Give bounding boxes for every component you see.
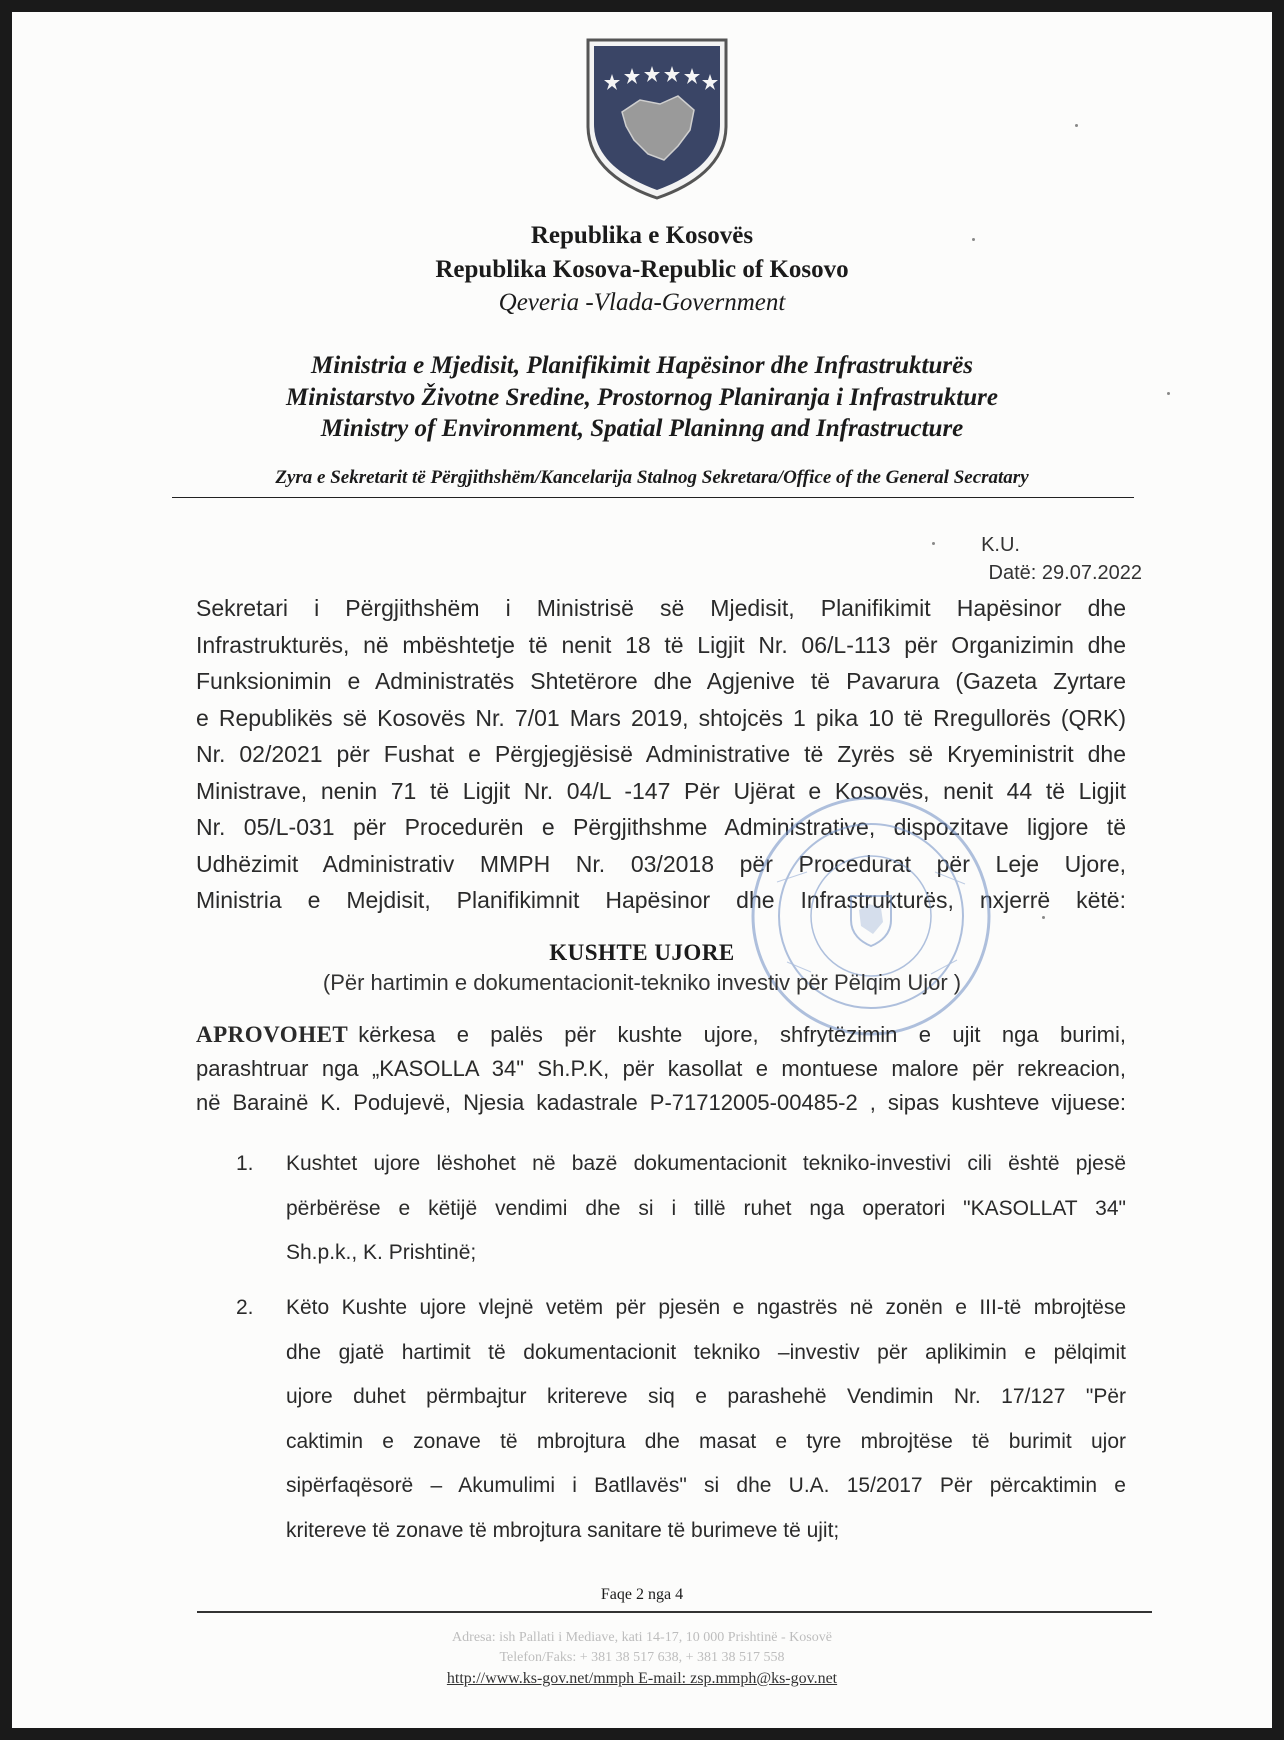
footer-web-email: http://www.ks-gov.net/mmph E-mail: zsp.mmph@ks-gov.net — [446, 1670, 838, 1687]
page-number: Faqe 2 nga 4 — [600, 1586, 684, 1603]
approval-paragraph — [196, 1018, 1126, 1120]
list-item-number: 1. — [236, 1152, 254, 1175]
preamble-line: Funksionimin e Administratës Shtetërore dhe Agjenive të Pavarura (Gazeta Zyrtare — [196, 668, 1126, 694]
preamble-line: Udhëzimit Administrativ MMPH Nr. 03/2018 për Procedurat për Leje Ujore, — [196, 850, 1126, 877]
approval-label: APROVOHET — [196, 1022, 349, 1047]
ministry-name-sr: Ministarstvo Životne Sredine, Prostornog Planiranja i Infrastrukture — [286, 384, 998, 411]
header-government: Qeveria -Vlada-Government — [498, 289, 786, 316]
preamble-line: e Republikës së Kosovës Nr. 7/01 Mars 2019, shtojcës 1 pika 10 të Rregullorës (QRK) — [196, 704, 1126, 731]
reference-number: K.U. — [981, 534, 1020, 556]
footer-phone: Telefon/Faks: + 381 38 517 638, + 381 38 517 558 — [499, 1650, 785, 1665]
header-republic-multilingual: Republika Kosova-Republic of Kosovo — [435, 256, 849, 283]
office-line: Zyra e Sekretarit të Përgjithshëm/Kancelarija Stalnog Sekretara/Office of the General Secratary — [275, 467, 1029, 488]
preamble-line: Infrastrukturës, në mbështetje të nenit 18 të Ligjit Nr. 06/L-113 për Organizimin dhe — [196, 631, 1126, 658]
list-item-line: kritereve të zonave të mbrojtura sanitare të burimeve të ujit; — [286, 1518, 840, 1542]
ministry-name-sq: Ministria e Mjedisit, Planifikimit Hapësinor dhe Infrastrukturës — [311, 352, 973, 379]
scan-speck — [972, 238, 975, 241]
approval-line: në Barainë K. Podujevë, Njesia kadastrale P-71712005-00485-2 , sipas kushteve vijuese: — [196, 1090, 1126, 1115]
list-item-line: dhe gjatë hartimit të dokumentacionit tekniko –investiv për aplikimin e pëlqimit — [286, 1340, 1126, 1364]
kosovo-coat-of-arms-icon — [582, 34, 732, 202]
preamble-line: Ministria e Mejdisit, Planifikimnit Hapësinor dhe Infrastrukturës, nxjerrë këtë: — [196, 887, 1126, 913]
list-item-line: Sh.p.k., K. Prishtinë; — [286, 1241, 477, 1264]
header-republika: Republika e Kosovës — [530, 222, 754, 249]
scan-speck — [1167, 392, 1170, 395]
footer-divider — [197, 1611, 1152, 1613]
list-item-line: përbërëse e këtijë vendimi dhe si i tillë ruhet nga operatori "KASOLLAT 34" — [286, 1196, 1126, 1220]
list-item-line: caktimin e zonave të mbrojtura dhe masat e tyre mbrojtëse të burimit ujor — [286, 1429, 1126, 1453]
approval-line: kërkesa e palës për kushte ujore, shfrytëzimin e ujit nga burimi, — [358, 1022, 1126, 1047]
preamble-line: Ministrave, nenin 71 të Ligjit Nr. 04/L -147 Për Ujërat e Kosovës, nenit 44 të Ligjit — [196, 777, 1126, 804]
preamble-line: Nr. 05/L-031 për Procedurën e Përgjithshme Administrative, dispozitave ligjore të — [196, 814, 1126, 840]
approval-line: parashtruar nga „KASOLLA 34" Sh.P.K, për kasollat e montuese malore për rekreacion, — [196, 1056, 1126, 1081]
document-subtitle: (Për hartimin e dokumentacionit-tekniko investiv për Pëlqim Ujor ) — [322, 970, 962, 995]
preamble-line: Nr. 02/2021 për Fushat e Përgjegjësisë Administrative të Zyrës së Kryeministrit dhe — [196, 741, 1126, 767]
document-date: Datë: 29.07.2022 — [988, 562, 1142, 584]
official-stamp-icon — [747, 792, 995, 1040]
header-divider — [172, 497, 1134, 498]
list-item — [236, 1142, 1126, 1282]
list-item-line: ujore duhet përmbajtur kritereve siq e parashehë Vendimin Nr. 17/127 "Për — [286, 1385, 1126, 1408]
footer-address: Adresa: ish Pallati i Mediave, kati 14-17, 10 000 Prishtinë - Kosovë — [452, 1630, 832, 1645]
list-item-number: 2. — [236, 1296, 254, 1319]
preamble-line: Sekretari i Përgjithshëm i Ministrisë së Mjedisit, Planifikimit Hapësinor dhe — [196, 595, 1126, 621]
list-item-line: sipërfaqësorë – Akumulimi i Batllavës" si dhe U.A. 15/2017 Për përcaktimin e — [286, 1474, 1126, 1497]
list-item-line: Këto Kushte ujore vlejnë vetëm për pjesën e ngastrës në zonën e III-të mbrojtëse — [286, 1296, 1126, 1319]
scan-speck — [1042, 916, 1045, 919]
list-item-line: Kushtet ujore lëshohet në bazë dokumentacionit tekniko-investivi cili është pjesë — [286, 1152, 1126, 1175]
document-page — [12, 12, 1272, 1728]
document-title: KUSHTE UJORE — [549, 940, 735, 965]
list-item — [236, 1286, 1126, 1566]
scan-speck — [1075, 124, 1078, 127]
scan-speck — [932, 542, 935, 545]
ministry-name-en: Ministry of Environment, Spatial Planinng and Infrastructure — [320, 415, 964, 442]
